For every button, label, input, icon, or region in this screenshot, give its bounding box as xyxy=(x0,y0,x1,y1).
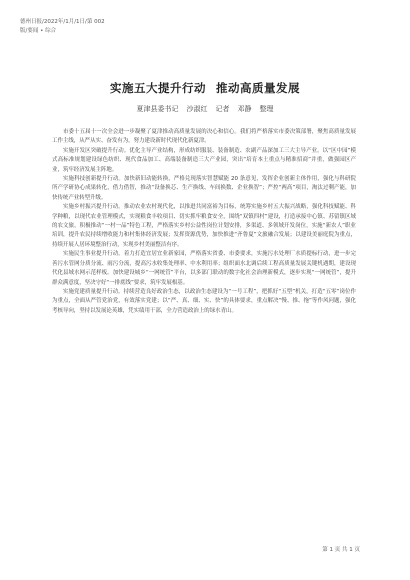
article-paragraph: 市委十五届十一次全会进一步凝聚了夏津推动高质量发展的决心和信心。我们将严格落实市委决策部署，聚焦高质量发展工作主线，从严从实、奋发有为，努力建设新时代现代化新夏津。 xyxy=(52,129,356,145)
article-body xyxy=(52,128,356,316)
byline-editor-label: 整理 xyxy=(259,105,274,113)
byline-reporter-label: 记者 xyxy=(215,105,230,113)
byline-author-role: 夏津县委书记 xyxy=(136,105,179,113)
page-number: 第 1 页 共 1 页 xyxy=(322,547,360,553)
article-paragraph: 实施科技创新提升行动。加快新旧动能转换，严格兑现落实智慧赋能 20 条意见，发挥企业创新主体作用，强化与科研院所产学研协心成果转化，借力借智，推动“设备换芯、生产换线、车间换数、企业换智”；严控“两高”项目，淘汰过剩产能，加快传统产业转型升级。 xyxy=(52,176,356,201)
article-paragraph: 实施民生事业提升行动。着力打造宜居宜业新家园，严格落实省委、市委要求，实施污水处理厂水质提标行动，进一步完善污水管网分质分流、雨污分流，提高污水收集处理率、中水利用率；组织面水北调后续工程高质量发展关键机遇期，建设现代化县域水网示范样板。加快建设城乡“一网统管”平台，以多部门联动的数字化社会治理新模式，逐步实现“一网统管”，提升群众满意度，坚决守好“一排底线”要求，筑牢发展根基。 xyxy=(52,251,356,286)
article-title-part: 实施五大提升行动 xyxy=(110,81,206,95)
publication-meta xyxy=(20,18,105,36)
article-paragraph: 实施党建质量提升行动。持续营造良好政治生态，以政治生态建设为“一号工程”，把抓好“五型”机关，打造“五零”岗位作为重点，全面从严管党治党，有效落实党建；以“严、真、细、实、快”的具体要求，重点解决“慢、推、拖”等作风问题，强化考核导向，坚持以发展论英雄，凭实绩用干部，全力营造政治上的绿水青山。 xyxy=(52,288,356,314)
article-title-part: 推动高质量发展 xyxy=(216,81,300,95)
publication-meta-line: 版/要闻 • 综合 xyxy=(20,28,57,34)
article-title xyxy=(0,80,410,96)
article-paragraph: 实施开发区突破提升行动。优化主导产业结构，形成纺织服装、装备制造、农副产品深加工三大主导产业。以“区中园”模式高标准规划建设绿色纺织、现代食品加工、高端装备制造三大产业园，突出“培育本土重点与精准招商”并重，做强园区产业，筑牢经济发展主阵地。 xyxy=(52,147,356,173)
article-paragraph: 实施乡村振兴提升行动。推动农业农村现代化，以推进共同富裕为目标，统筹实施乡村五大振兴战略，强化科技赋能、科学种粮，以现代农业管理模式，实现粮食丰收项目、切实抓牢粮食安全，围绕“双镇四村”建设，打造承接中心镇、苏留镇区域的农文旅，积极推动“一村一品”特色工程，严格落实乡村公益性岗位计划安排，多渠道、多领域开发岗位，实施“新农人”职业培训，提升农民持续增收能力和村集体经济发展；发挥资源优势，加快推进“齐鲁夏”文旅融合发展；以建设美丽庭院为重点，持续开展人居环境整治行动，实现乡村美丽整洁有序。 xyxy=(52,204,356,248)
publication-meta-line: 德州日报/2022年/1月/1日/第 002 xyxy=(20,19,105,25)
byline-reporter-name: 邓静 xyxy=(237,105,252,113)
article-byline xyxy=(0,104,410,114)
byline-author-name: 沙淑红 xyxy=(186,105,208,113)
